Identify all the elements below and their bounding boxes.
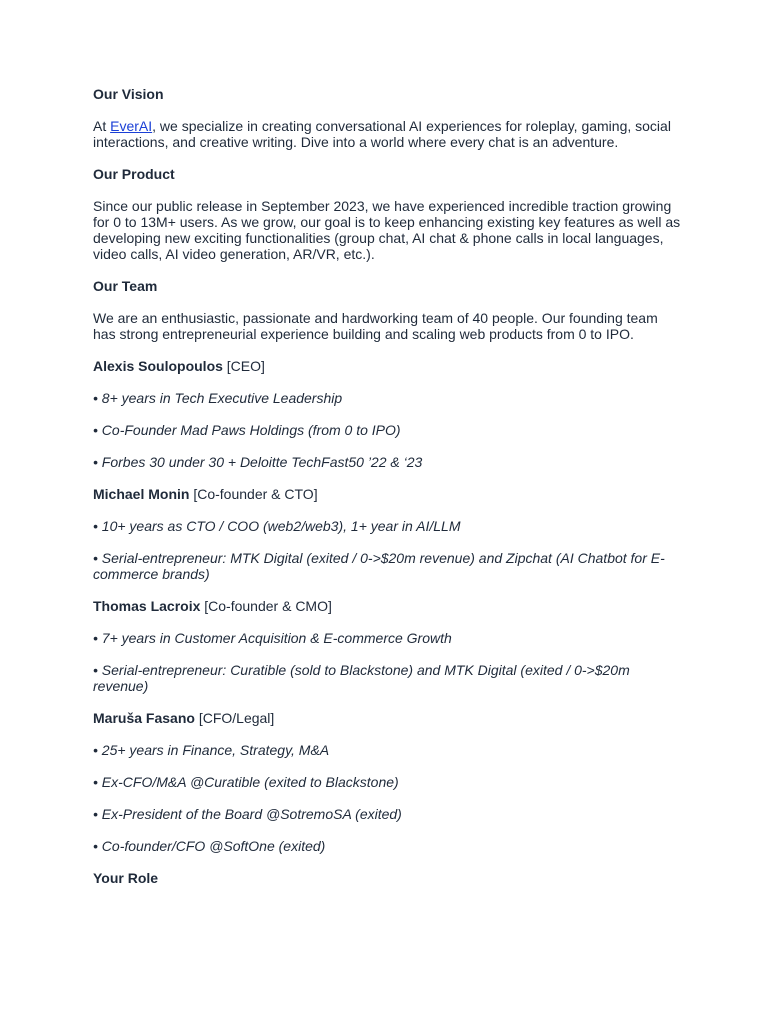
member-bullet: • Co-Founder Mad Paws Holdings (from 0 to IPO) [93, 422, 401, 438]
member-role: [CFO/Legal] [194, 710, 275, 726]
heading-our-vision: Our Vision [93, 86, 164, 102]
member-bullet: • Ex-President of the Board @SotremoSA (exited) [93, 806, 402, 822]
product-paragraph: Since our public release in September 2023, we have experienced incredible traction growing for 0 to 13M+ users. As we grow, our goal is to keep enhancing existing key features as well as developing new exciting functionalities (group chat, AI chat & phone calls in local languages, video calls, AI video generation, AR/VR, etc.). [93, 198, 681, 262]
member-bullet: • 7+ years in Customer Acquisition & E-commerce Growth [93, 630, 452, 646]
member-bullet: • Forbes 30 under 30 + Deloitte TechFast50 ’22 & ‘23 [93, 454, 423, 470]
member-thomas-lacroix [93, 598, 683, 614]
vision-paragraph: At EverAI, we specialize in creating conversational AI experiences for roleplay, gaming, social interactions, and creative writing. Dive into a world where every chat is an adventure. [93, 118, 671, 150]
member-name: Michael Monin [93, 486, 190, 502]
member-bullet: • Serial-entrepreneur: MTK Digital (exited / 0->$20m revenue) and Zipchat (AI Chatbot for E-commerce brands) [93, 550, 665, 582]
member-bullet: • Ex-CFO/M&A @Curatible (exited to Blackstone) [93, 774, 399, 790]
member-role: [Co-founder & CMO] [200, 598, 332, 614]
member-role: [CEO] [222, 358, 265, 374]
everai-link[interactable]: EverAI [110, 118, 153, 134]
member-name: Alexis Soulopoulos [93, 358, 223, 374]
member-marusa-fasano [93, 710, 683, 726]
member-name: Maruša Fasano [93, 710, 195, 726]
heading-your-role: Your Role [93, 870, 159, 886]
member-role: [Co-founder & CTO] [189, 486, 318, 502]
document-body [93, 86, 683, 886]
heading-our-product: Our Product [93, 166, 175, 182]
member-bullet: • Co-founder/CFO @SoftOne (exited) [93, 838, 326, 854]
member-bullet: • 25+ years in Finance, Strategy, M&A [93, 742, 330, 758]
member-bullet: • 10+ years as CTO / COO (web2/web3), 1+ year in AI/LLM [93, 518, 461, 534]
heading-our-team: Our Team [93, 278, 158, 294]
member-alexis-soulopoulos [93, 358, 683, 374]
member-bullet: • Serial-entrepreneur: Curatible (sold to Blackstone) and MTK Digital (exited / 0->$20m revenue) [93, 662, 630, 694]
member-michael-monin [93, 486, 683, 502]
member-name: Thomas Lacroix [93, 598, 201, 614]
team-paragraph: We are an enthusiastic, passionate and hardworking team of 40 people. Our founding team has strong entrepreneurial experience building and scaling web products from 0 to IPO. [93, 310, 658, 342]
member-bullet: • 8+ years in Tech Executive Leadership [93, 390, 343, 406]
